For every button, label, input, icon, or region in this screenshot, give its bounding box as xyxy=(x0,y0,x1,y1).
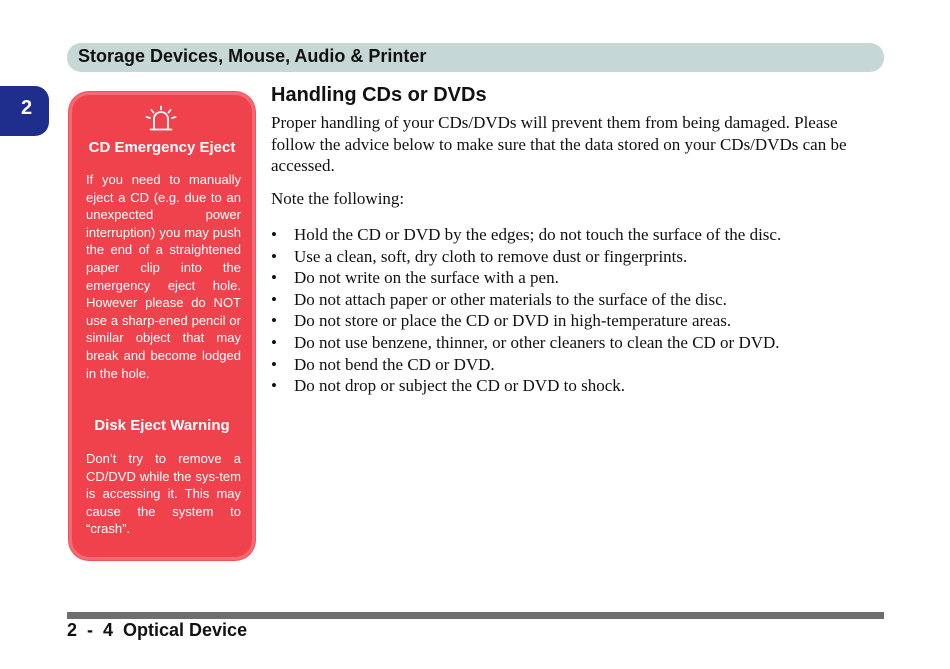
chapter-tab xyxy=(0,86,49,136)
list-item xyxy=(271,354,781,376)
warning-sidebar xyxy=(69,92,255,560)
list-item xyxy=(271,246,781,268)
bullet-mark: • xyxy=(271,225,277,244)
bullet-mark: • xyxy=(271,376,277,396)
list-item xyxy=(271,310,781,332)
list-item-text: Do not bend the CD or DVD. xyxy=(294,354,495,374)
list-item xyxy=(271,267,781,289)
bullet-mark: • xyxy=(271,311,277,331)
emergency-eject-heading: CD Emergency Eject xyxy=(88,139,236,156)
list-item xyxy=(271,289,781,311)
bullet-mark: • xyxy=(271,332,277,352)
section-title: Handling CDs or DVDs xyxy=(271,84,487,106)
list-item xyxy=(271,332,781,354)
chapter-number: 2 xyxy=(21,97,33,119)
list-item-text: Do not write on the surface with a pen. xyxy=(294,268,559,288)
list-item-text: Do not store or place the CD or DVD in high-temperature areas. xyxy=(294,311,732,331)
list-item-text: Hold the CD or DVD by the edges; do not touch the surface of the disc. xyxy=(294,225,782,244)
note-label: Note the following: xyxy=(271,189,405,208)
alarm-bell-icon xyxy=(143,105,179,133)
handling-list xyxy=(271,224,781,397)
eject-warning-heading: Disk Eject Warning xyxy=(94,417,230,434)
list-item xyxy=(271,375,781,397)
footer-rule xyxy=(67,612,884,619)
bullet-mark: • xyxy=(271,289,277,309)
list-item-text: Use a clean, soft, dry cloth to remove dust or fingerprints. xyxy=(294,246,688,266)
footer-page-label: 2 - 4 Optical Device xyxy=(67,620,248,640)
emergency-eject-text: If you need to manually eject a CD (e.g. due to an unexpected power interruption) you may push the end of a straightened paper clip into the emergency eject hole. However please do NOT use a sharp-ened pencil or similar object that may break and become lodged in the hole. xyxy=(86,172,241,381)
list-item xyxy=(271,224,781,246)
header-title: Storage Devices, Mouse, Audio & Printer xyxy=(78,46,427,66)
bullet-mark: • xyxy=(271,354,277,374)
list-item-text: Do not drop or subject the CD or DVD to shock. xyxy=(294,376,625,396)
header-bar xyxy=(67,43,884,72)
list-item-text: Do not use benzene, thinner, or other cleaners to clean the CD or DVD. xyxy=(294,332,780,352)
intro-paragraph: Proper handling of your CDs/DVDs will prevent them from being damaged. Please follow the advice below to make sure that the data stored on your CDs/DVDs can be accessed. xyxy=(271,113,847,175)
list-item-text: Do not attach paper or other materials to the surface of the disc. xyxy=(294,289,727,309)
bullet-mark: • xyxy=(271,268,277,288)
bullet-mark: • xyxy=(271,246,277,266)
eject-warning-text: Don’t try to remove a CD/DVD while the sys-tem is accessing it. This may cause the system to “crash”. xyxy=(86,451,241,537)
